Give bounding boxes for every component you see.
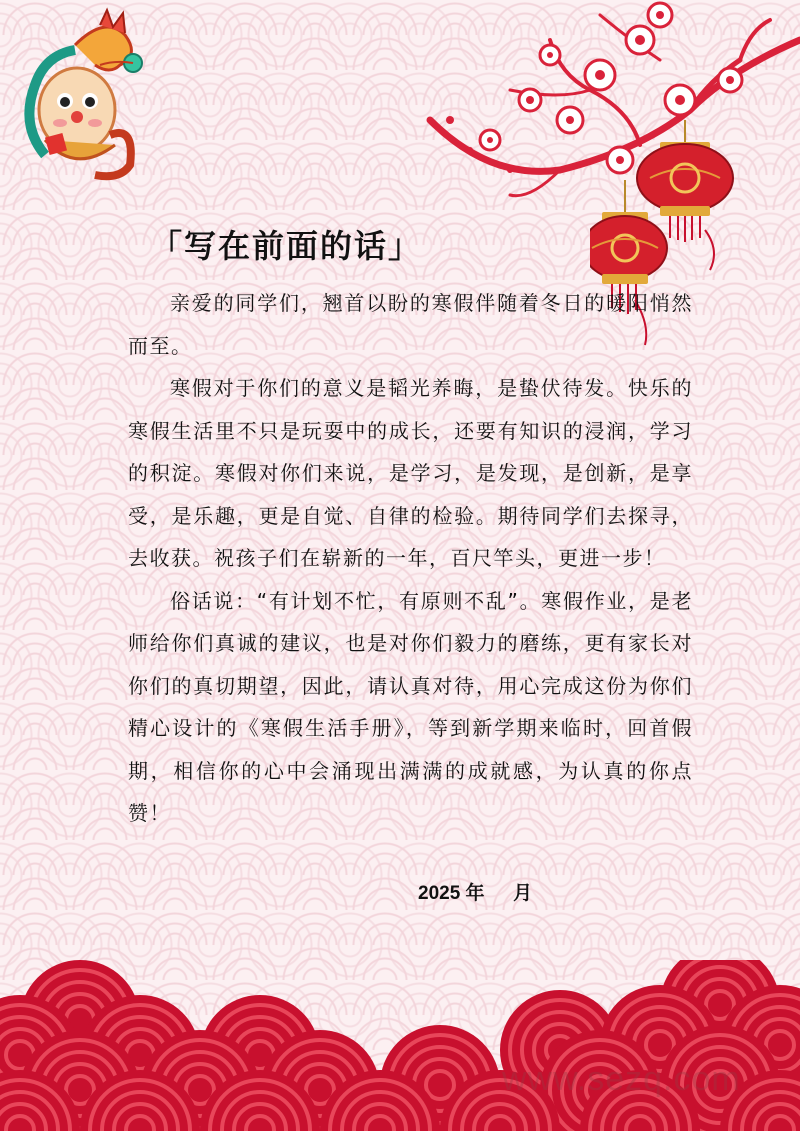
dragon-illustration [15, 5, 145, 185]
page-title: 「写在前面的话」 [150, 227, 423, 266]
paragraph-3: 俗话说：“有计划不忙，有原则不乱”。寒假作业，是老师给你们真诚的建议，也是对你们毅力的磨练，更有家长对你们的真切期望，因此，请认真对待，用心完成这份为你们精心设计的《寒假生活手册》，等到新学期来临时，回首假期，相信你的心中会涌现出满满的成就感，为认真的你点赞！ [128, 588, 693, 825]
paragraph-2: 寒假对于你们的意义是韬光养晦，是蛰伏待发。快乐的寒假生活里不只是玩耍中的成长，还要有知识的浸润，学习的积淀。寒假对你们来说，是学习，是发现，是创新，是享受，是乐趣，更是自觉、自律的检验。期待同学们去探寻，去收获。祝孩子们在崭新的一年，百尺竿头，更进一步！ [128, 376, 693, 570]
watermark: www.sezq.com [502, 1060, 741, 1098]
date-month: 月 [513, 883, 533, 904]
red-wave-pattern [0, 960, 800, 1131]
paragraph-1: 亲爱的同学们，翘首以盼的寒假伴随着冬日的暖阳悄然而至。 [128, 291, 693, 358]
letter-body [128, 282, 693, 835]
date-line [418, 878, 532, 905]
date-year: 2025 年 [418, 883, 485, 904]
